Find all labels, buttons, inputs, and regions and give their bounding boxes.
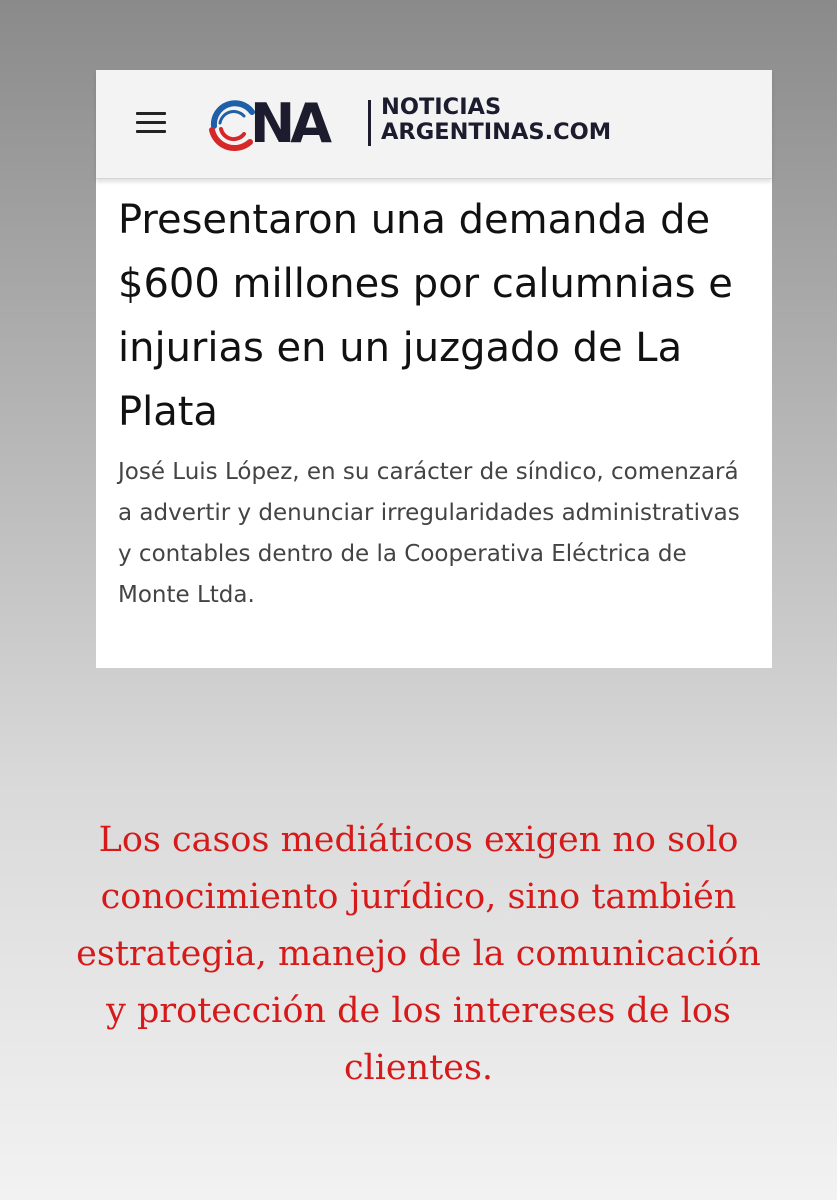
logo-na-letters: NA (250, 92, 327, 155)
overlay-caption: Los casos mediáticos exigen no solo conocimiento jurídico, sino también estrategia, manejo de la comunicación y protección de los intereses de los clientes. (76, 820, 761, 1088)
logo-divider (368, 100, 371, 146)
hamburger-menu-icon[interactable] (136, 112, 168, 136)
article-summary: José Luis López, en su carácter de síndico, comenzará a advertir y denunciar irregularidades administrativas y contables dentro de la Cooperativa Eléctrica de Monte Ltda. (118, 459, 740, 608)
site-logo[interactable] (206, 92, 686, 156)
article-headline[interactable]: Presentaron una demanda de $600 millones por calumnias e injurias en un juzgado de La Plata (118, 197, 733, 435)
logo-line-2: ARGENTINAS.COM (381, 119, 612, 145)
news-screenshot-card (96, 70, 772, 668)
site-header (96, 70, 772, 179)
logo-wordmark (381, 95, 611, 145)
logo-line-1: NOTICIAS (381, 94, 502, 120)
